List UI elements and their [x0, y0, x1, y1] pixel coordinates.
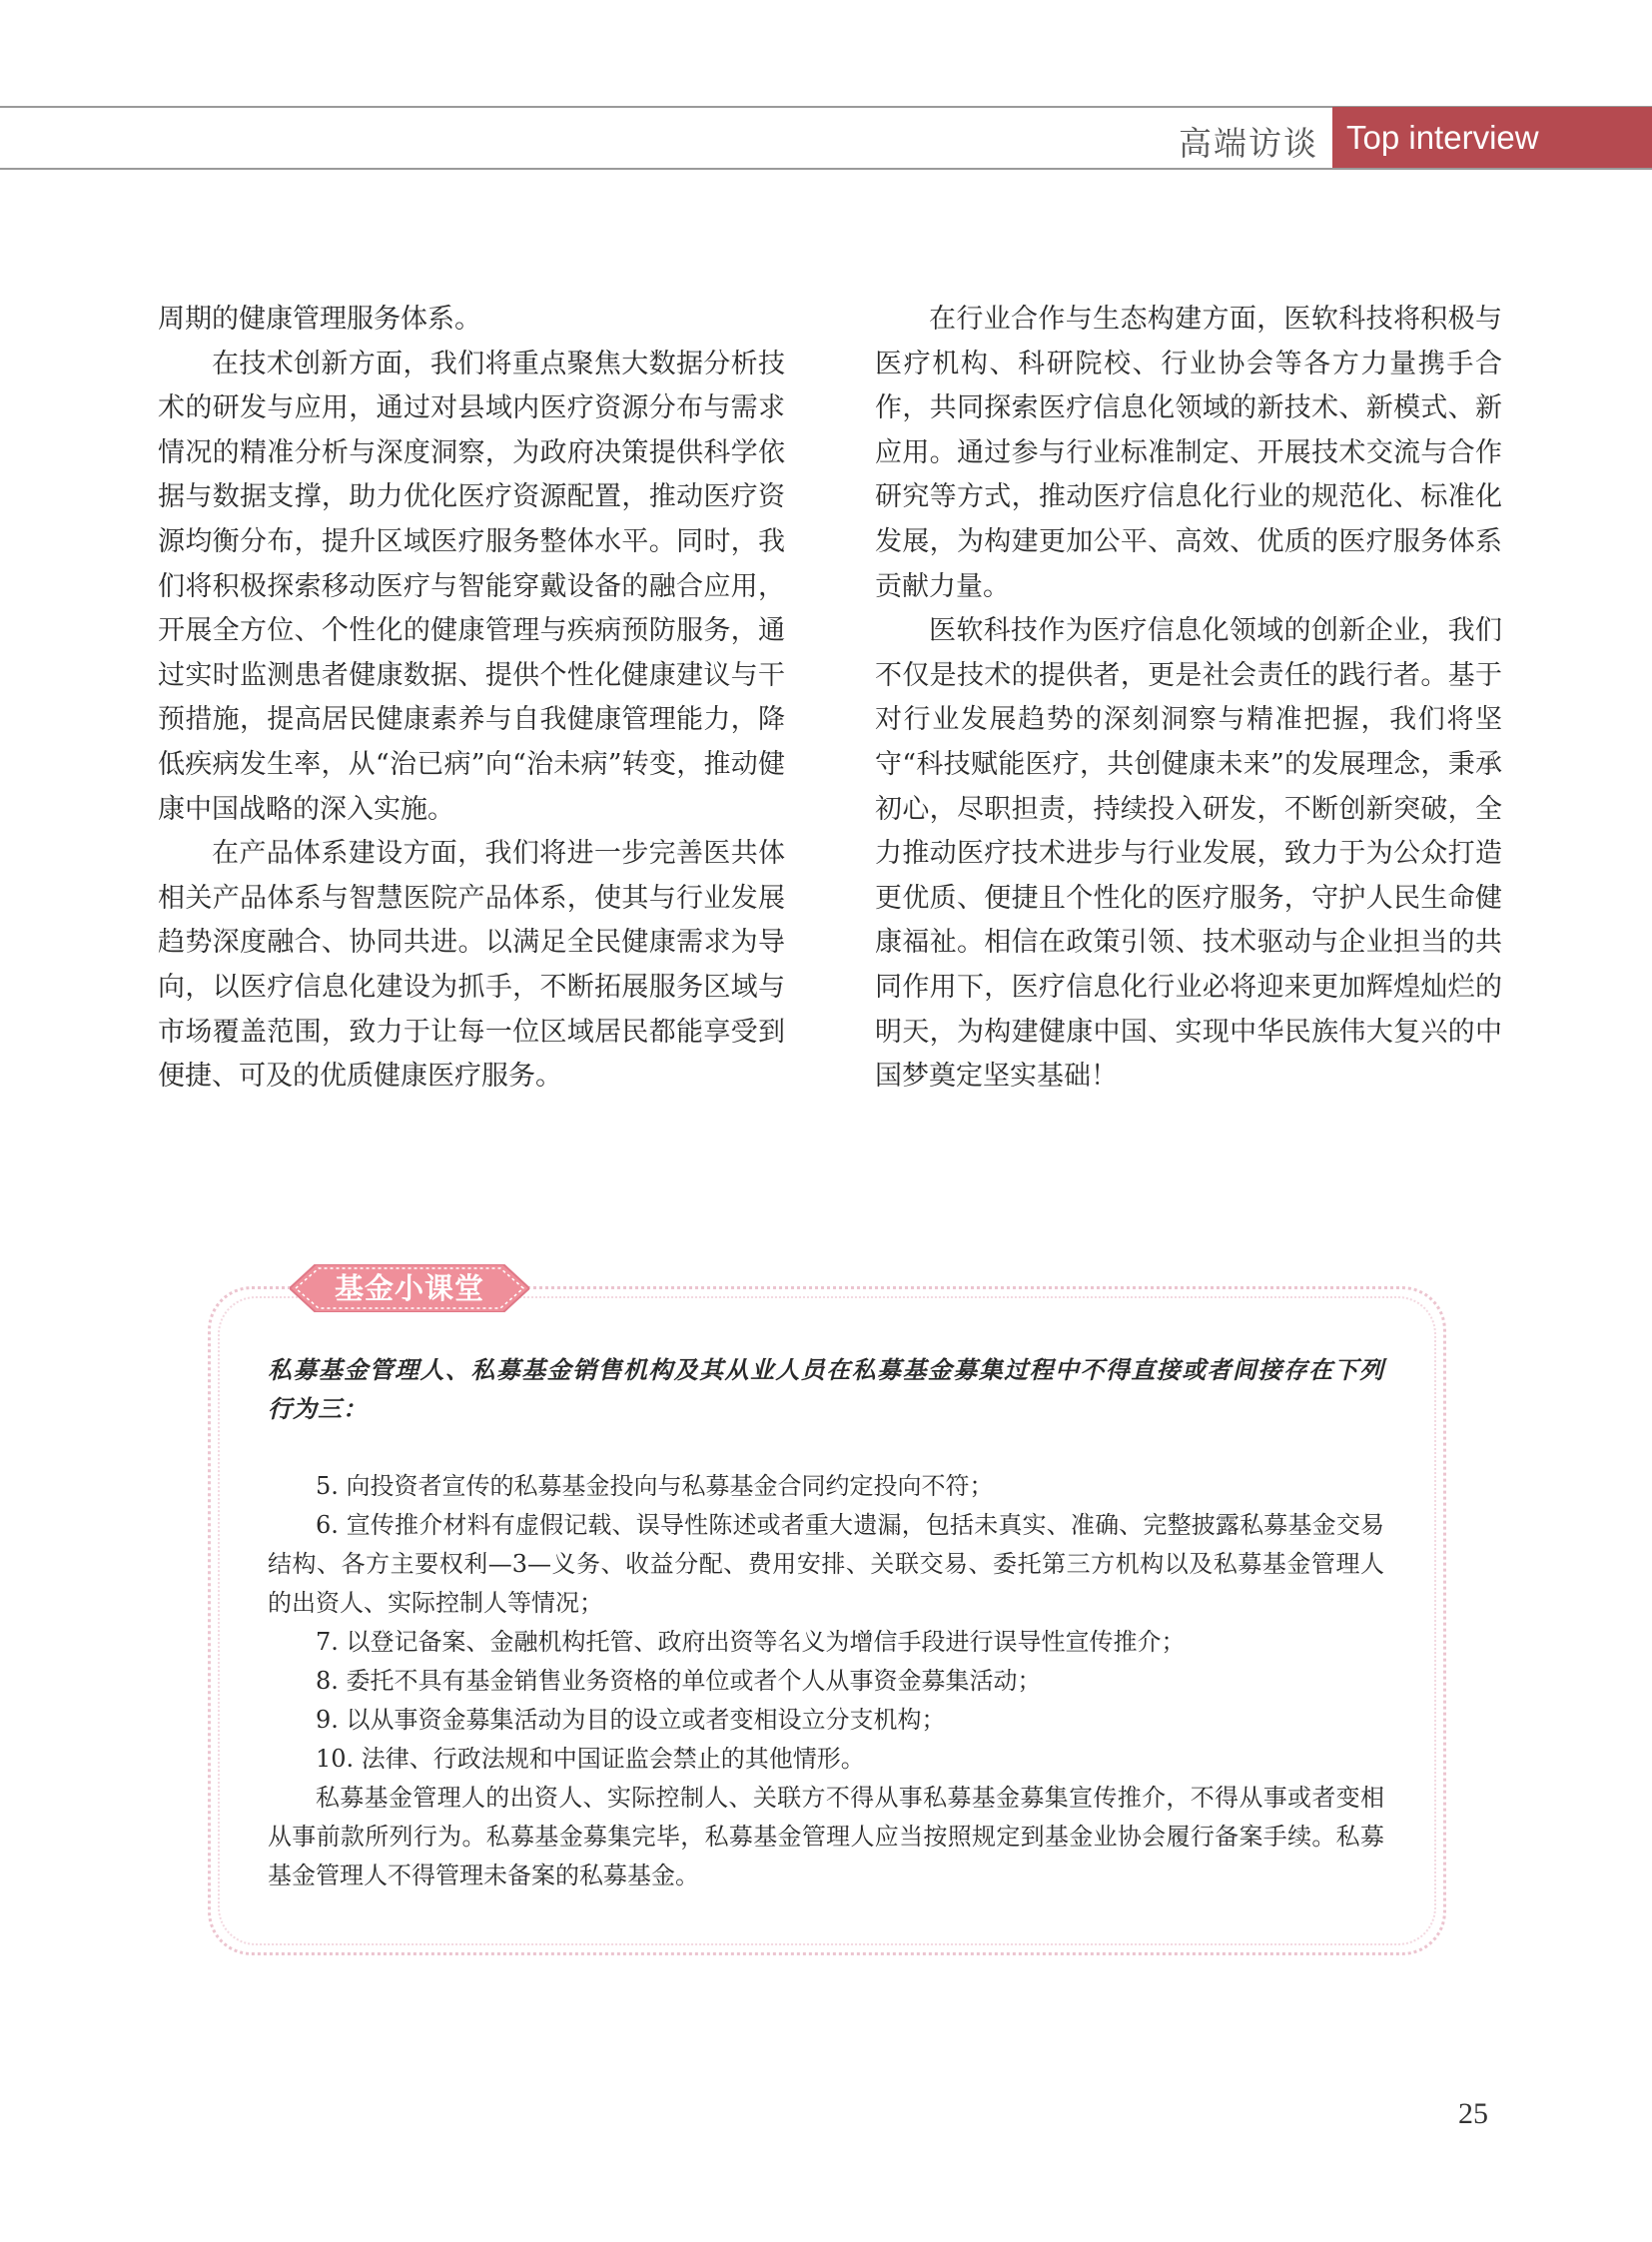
- box-item-10: 10. 法律、行政法规和中国证监会禁止的其他情形。: [316, 1745, 865, 1773]
- article-left-column: [158, 298, 785, 1100]
- section-title-en: Top interview: [1332, 107, 1652, 169]
- page-number: 25: [1458, 2097, 1488, 2130]
- header-bottom-rule: [0, 168, 1652, 170]
- box-item-5: 5. 向投资者宣传的私募基金投向与私募基金合同约定投向不符；: [316, 1472, 994, 1500]
- left-paragraph-3: 在产品体系建设方面，我们将进一步完善医共体相关产品体系与智慧医院产品体系，使其与行业发展趋势深度融合、协同共进。以满足全民健康需求为导向，以医疗信息化建设为抓手，不断拓展服务区域与市场覆盖范围，致力于让每一位区域居民都能享受到便捷、可及的优质健康医疗服务。: [158, 838, 785, 1093]
- right-paragraph-1: 在行业合作与生态构建方面，医软科技将积极与医疗机构、科研院校、行业协会等各方力量携手合作，共同探索医疗信息化领域的新技术、新模式、新应用。通过参与行业标准制定、开展技术交流与合作研究等方式，推动医疗信息化行业的规范化、标准化发展，为构建更加公平、高效、优质的医疗服务体系贡献力量。: [875, 304, 1502, 602]
- box-item-7: 7. 以登记备案、金融机构托管、政府出资等名义为增信手段进行误导性宣传推介；: [316, 1628, 1186, 1656]
- right-paragraph-2: 医软科技作为医疗信息化领域的创新企业，我们不仅是技术的提供者，更是社会责任的践行者。基于对行业发展趋势的深刻洞察与精准把握，我们将坚守“科技赋能医疗，共创健康未来”的发展理念，秉承初心，尽职担责，持续投入研发，不断创新突破，全力推动医疗技术进步与行业发展，致力于为公众打造更优质、便捷且个性化的医疗服务，守护人民生命健康福祉。相信在政策引领、技术驱动与企业担当的共同作用下，医疗信息化行业必将迎来更加辉煌灿烂的明天，为构建健康中国、实现中华民族伟大复兴的中国梦奠定坚实基础！: [875, 615, 1502, 1093]
- left-paragraph-2: 在技术创新方面，我们将重点聚焦大数据分析技术的研发与应用，通过对县域内医疗资源分布与需求情况的精准分析与深度洞察，为政府决策提供科学依据与数据支撑，助力优化医疗资源配置，推动医疗资源均衡分布，提升区域医疗服务整体水平。同时，我们将积极探索移动医疗与智能穿戴设备的融合应用，开展全方位、个性化的健康管理与疾病预防服务，通过实时监测患者健康数据、提供个性化健康建议与干预措施，提高居民健康素养与自我健康管理能力，降低疾病发生率，从“治已病”向“治未病”转变，推动健康中国战略的深入实施。: [158, 348, 785, 825]
- section-title-cn: 高端访谈: [1179, 124, 1318, 163]
- box-closing-paragraph: 私募基金管理人的出资人、实际控制人、关联方不得从事私募基金募集宣传推介，不得从事或者变相从事前款所列行为。私募基金募集完毕，私募基金管理人应当按照规定到基金业协会履行备案手续。私募基金管理人不得管理未备案的私募基金。: [268, 1784, 1384, 1889]
- box-item-8: 8. 委托不具有基金销售业务资格的单位或者个人从事资金募集活动；: [316, 1667, 1042, 1695]
- box-item-9: 9. 以从事资金募集活动为目的设立或者变相设立分支机构；: [316, 1706, 946, 1734]
- article-right-column: [875, 298, 1502, 1100]
- left-paragraph-1: 周期的健康管理服务体系。: [158, 304, 481, 335]
- fund-classroom-tab-label: 基金小课堂: [334, 1271, 484, 1305]
- box-item-6: 6. 宣传推介材料有虚假记载、误导性陈述或者重大遗漏，包括未真实、准确、完整披露私募基金交易结构、各方主要权利—3—义务、收益分配、费用安排、关联交易、委托第三方机构以及私募基金管理人的出资人、实际控制人等情况；: [268, 1511, 1384, 1617]
- fund-classroom-content: [268, 1350, 1384, 1895]
- box-lead-text: 私募基金管理人、私募基金销售机构及其从业人员在私募基金募集过程中不得直接或者间接存在下列行为三：: [268, 1355, 1384, 1423]
